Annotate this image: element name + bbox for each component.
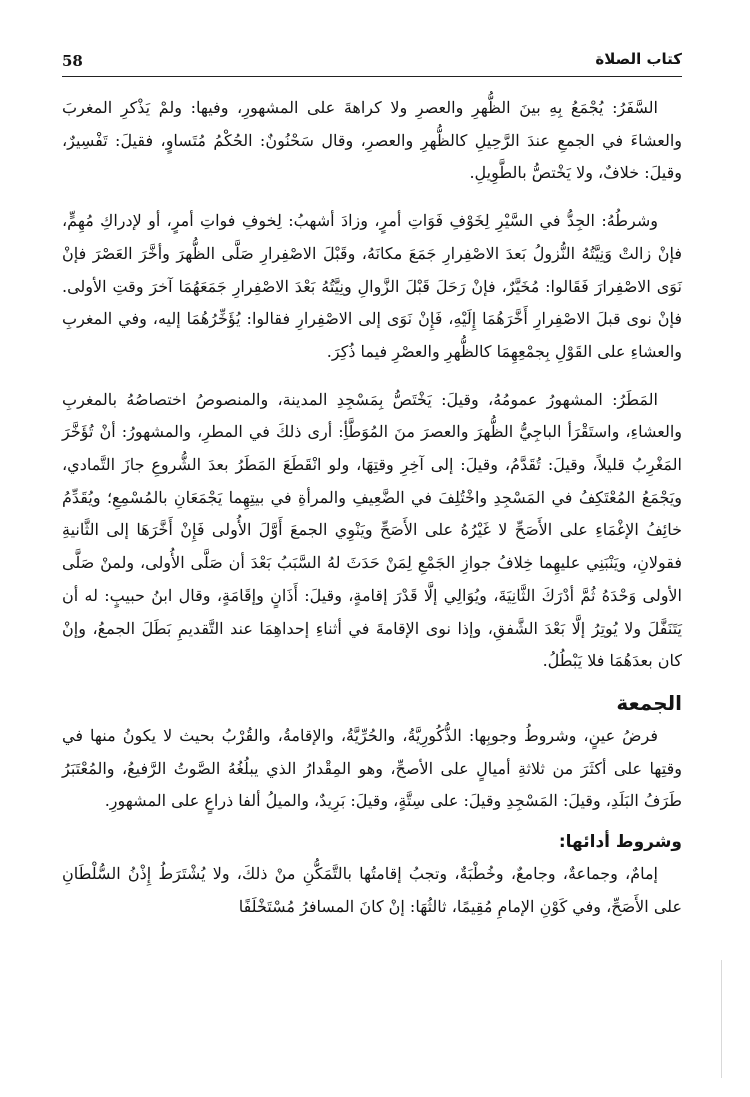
header-rule: [62, 76, 682, 77]
page-header: [62, 50, 682, 80]
paragraph-rain: المَطَرُ: المشهورُ عمومُهُ، وقيلَ: يَخْتَصُّ بِمَسْجِدِ المدينة، والمنصوصُ اختصاصُهُ بالمغربِ والعشاءِ، واستَقْرَأ الباجِيُّ الظُّهرَ والعصرَ منَ المُوَطَّأِ: أرى ذلكَ في المطرِ، والمشهورُ: أنْ تُؤَخَّرَ المَغْرِبُ قليلاً، وقيلَ: تُقَدَّمُ، وقيلَ: إلى آخِرِ وقتِهَا، ولو انْقَطَعَ المَطَرُ بعدَ الشُّروعِ جازَ التَّمادي، ويَجْمَعُ المُعْتَكِفُ في المَسْجِدِ واخْتُلِفَ في الضَّعِيفِ والمرأةِ في بيتِهِما يَجْمَعَانِ بالمُسْمِعِ؛ ويُقَدِّمُ خائِفُ الإغْمَاءِ على الأَصَحِّ لا غَيْرُهُ على الأَصَحِّ ويَنْوِي الجمعَ أَوَّلَ الأُولى فَإِنْ أَخَّرَهَا إلى الثَّانيةِ فقولانِ، ويَنْبَنِي عليهِما خِلافُ جوازِ الجَمْعِ لِمَنْ حَدَثَ لهُ السَّبَبُ بَعْدَ أن صَلَّى الأُولى، ولمنْ صَلَّى الأولى وَحْدَهُ ثُمَّ أدْرَكَ الثَّانِيَةَ، ويُوَالِي إلَّا قَدْرَ إقامةٍ، وقيلَ: أَذَانٍ وإقَامَةٍ، وقال ابنُ حبيبٍ: له أن يَتَنَفَّلَ ولا يُوتِرُ إلَّا بَعْدَ الشَّفقِ، وإذا نوى الإقامةَ في أثناءِ إحداهِمَا عند التَّقديمِ بَطَلَ الجمعُ، وإنْ كان بعدَهُمَا فلا يَبْطُلُ.: [62, 389, 682, 671]
section-heading: الجمعة: [616, 690, 682, 715]
margin-crease: [721, 960, 722, 1078]
page-body: [62, 92, 682, 923]
paragraph-travel: السَّفَرُ: يُجْمَعُ بِهِ بينَ الظُّهرِ والعصرِ ولا كراهةَ على المشهورِ، وفيها: ولمْ يَذْكرِ المغربَ والعشاءَ في الجمعِ عندَ الرَّحِيلِ كالظُّهرِ والعصرِ، وقال سَحْنُونٌ: الحُكْمُ مُتَساوٍ، فقيلَ: تَفْسِيرٌ، وقيلَ: خلافٌ، ولا يَخْتصُّ بالطَّوِيلِ.: [62, 98, 682, 183]
running-title: كتاب الصلاة: [595, 50, 682, 68]
page-number: 58: [62, 52, 83, 70]
paragraph-condition: وشرطُهُ: الجِدُّ في السَّيْرِ لِخَوْفِ فَوَاتِ أمرٍ، وزادَ أشهبُ: لِخوفِ فواتِ أمرٍ، أو لإدراكِ مُهِمٍّ، فإنْ زالتْ وَنِيَّتُهُ النُّزولُ بَعدَ الاصْفِرارِ جَمَعَ مكانَهُ، وقَبْلَ الاصْفِرارِ صَلَّى الظُّهرَ وأخَّرَ العَصْرَ فإنْ نَوَى الاصْفِرارَ فَقَالوا: مُخَيَّرٌ، فإنْ رَحَلَ قَبْلَ الزَّوالِ ونِيَّتُهُ بَعْدَ الاصْفِرارِ جَمَعَهُمَا آخرَ وقتِ الأولى. فإنْ نوى قبلَ الاصْفِرارِ أَخَّرَهُمَا إِلَيْهِ، فَإِنْ نَوَى إلى الاصْفِرارِ فقالوا: يُؤَخِّرُهُمَا إليه، وفي المغربِ والعشاءِ على القَوْلِ بِجمْعِهِمَا كالظُّهرِ والعصْرِ فيما ذُكِرَ.: [62, 211, 682, 361]
paragraph-friday-obligation: فرضُ عينٍ، وشروطُ وجوبِها: الذُّكُورِيَّةُ، والحُرِّيَّةُ، والإقامةُ، والقُرْبُ بحيث لا يكونُ منها في وقتِها على أكثَرَ من ثلاثةِ أميالٍ على الأصحِّ، وهو المِقْدارُ الذي يبلُغُهُ الصَّوتُ الرَّفيعُ، والمُعْتَبَرُ طَرَفُ البَلَدِ، وقيلَ: المَسْجِدِ وقيلَ: على سِتَّةٍ، وقيلَ: بَرِيدٌ، والميلُ ألفا ذراعٍ على المشهورِ.: [62, 725, 682, 811]
paragraph-conditions-performance: إمامٌ، وجماعةٌ، وجامعٌ، وخُطْبَةٌ، وتجبُ إقامتُها بالتَّمَكُّنِ منْ ذلكَ، ولا يُشْتَرَطُ إِذْنُ السُّلْطَانِ على الأَصَحِّ، وفي كَوْنِ الإمامِ مُقِيمًا، ثالثُهَا: إنْ كانَ المسافرُ مُسْتَخْلَفًا: [62, 864, 682, 916]
subsection-heading: وشروط أدائها:: [558, 832, 682, 853]
